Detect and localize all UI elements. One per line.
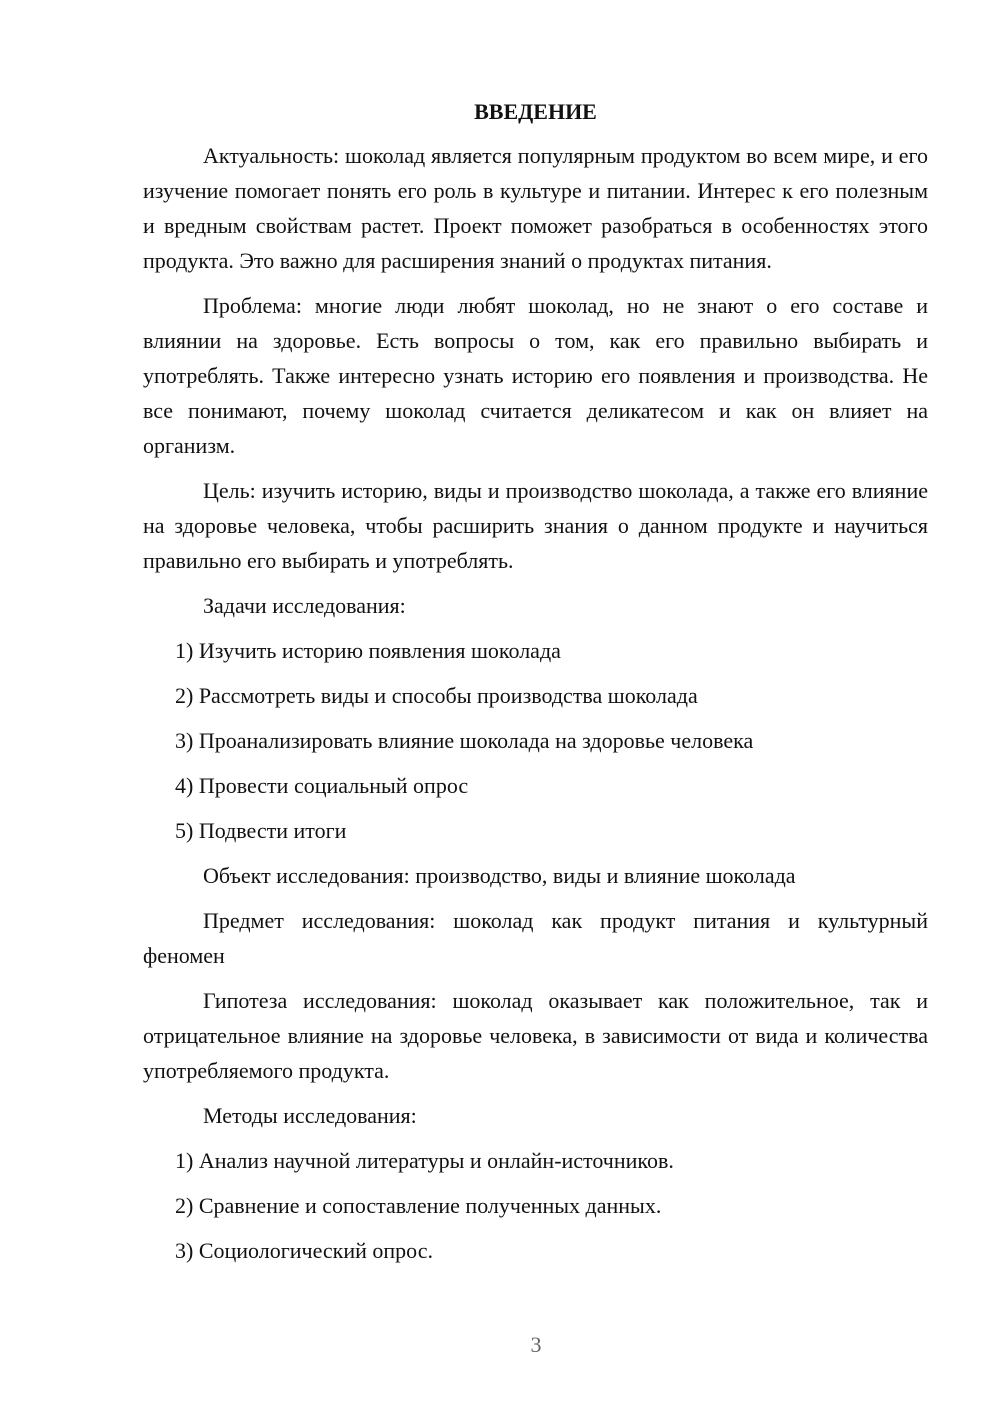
subject-paragraph: Предмет исследования: шоколад как продукт питания и культурный феномен [143, 908, 928, 968]
object-paragraph: Объект исследования: производство, виды и влияние шоколада [203, 863, 796, 888]
methods-label: Методы исследования: [203, 1103, 417, 1128]
task-item: 5) Подвести итоги [175, 818, 347, 843]
method-item: 3) Социологический опрос. [175, 1238, 433, 1263]
tasks-list [143, 633, 928, 848]
page-number: 3 [530, 1332, 542, 1357]
methods-list [143, 1143, 928, 1268]
method-item: 2) Сравнение и сопоставление полученных данных. [175, 1193, 662, 1218]
problem-paragraph: Проблема: многие люди любят шоколад, но не знают о его составе и влиянии на здоровье. Есть вопросы о том, как его правильно выбирать и употреблять. Также интересно узнать историю его появления и производства. Не все понимают, почему шоколад считается деликатесом и как он влияет на организм. [143, 293, 928, 458]
hypothesis-paragraph: Гипотеза исследования: шоколад оказывает как положительное, так и отрицательное влияние на здоровье человека, в зависимости от вида и количества употребляемого продукта. [143, 988, 928, 1083]
tasks-label: Задачи исследования: [203, 593, 406, 618]
goal-paragraph: Цель: изучить историю, виды и производство шоколада, а также его влияние на здоровье человека, чтобы расширить знания о данном продукте и научиться правильно его выбирать и употреблять. [143, 478, 928, 573]
task-item: 1) Изучить историю появления шоколада [175, 638, 561, 663]
section-title: ВВЕДЕНИЕ [474, 99, 597, 124]
task-item: 3) Проанализировать влияние шоколада на здоровье человека [175, 728, 754, 753]
page-content [143, 96, 928, 1278]
relevance-paragraph: Актуальность: шоколад является популярным продуктом во всем мире, и его изучение помогает понять его роль в культуре и питании. Интерес к его полезным и вредным свойствам растет. Проект поможет разобраться в особенностях этого продукта. Это важно для расширения знаний о продуктах питания. [143, 143, 928, 273]
task-item: 2) Рассмотреть виды и способы производства шоколада [175, 683, 698, 708]
method-item: 1) Анализ научной литературы и онлайн-источников. [175, 1148, 674, 1173]
task-item: 4) Провести социальный опрос [175, 773, 469, 798]
